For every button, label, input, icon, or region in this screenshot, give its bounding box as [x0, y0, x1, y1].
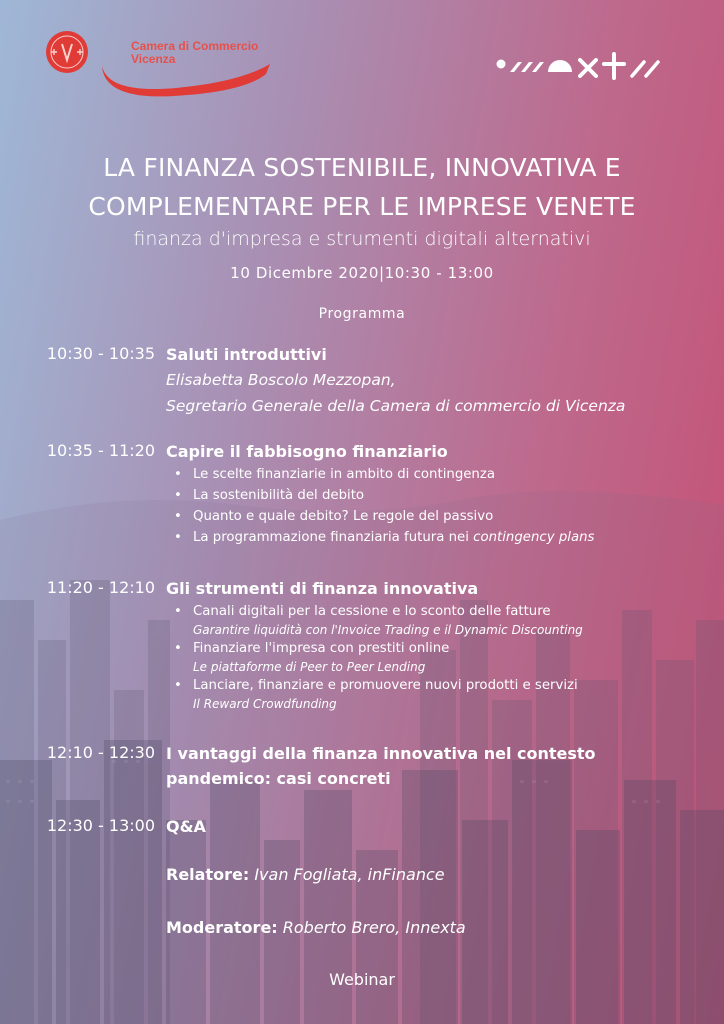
topic-text: Le scelte finanziarie in ambito di contingenza	[193, 467, 495, 482]
session-3-title: Gli strumenti di finanza innovativa	[166, 579, 479, 598]
event-format: Webinar	[329, 970, 395, 989]
list-item	[166, 464, 706, 485]
innexta-logo	[496, 50, 668, 86]
list-item	[166, 485, 706, 506]
session-2-topics	[166, 464, 706, 548]
topic-text: La sostenibilità del debito	[193, 488, 365, 503]
event-date: 10 Dicembre 2020|10:30 - 13:00	[230, 264, 494, 282]
topic-subtext: Le piattaforme di Peer to Peer Lending	[193, 660, 426, 674]
topic-text-italic: contingency plans	[473, 530, 595, 545]
topic-subtext: Il Reward Crowdfunding	[193, 697, 337, 711]
session-2	[166, 439, 706, 548]
session-4-title-line-2: pandemico: casi concreti	[166, 769, 391, 788]
moderator-label: Moderatore:	[166, 918, 278, 937]
event-title-line-2: COMPLEMENTARE PER LE IMPRESE VENETE	[88, 192, 636, 221]
session-1-speaker: Elisabetta Boscolo Mezzopan,	[166, 371, 396, 389]
program-heading: Programma	[318, 306, 406, 322]
session-5-title: Q&A	[166, 817, 206, 836]
list-item	[166, 527, 706, 548]
event-subtitle: finanza d'impresa e strumenti digitali alternativi	[133, 228, 591, 250]
speaker-label: Relatore:	[166, 865, 250, 884]
session-5-time: 12:30 - 13:00	[46, 816, 155, 835]
chamber-swoosh-icon	[102, 64, 270, 96]
session-4-title-line-1: I vantaggi della finanza innovativa nel contesto	[166, 744, 596, 763]
moderator-value: Roberto Brero, Innexta	[277, 918, 466, 937]
chamber-name-line: Camera di Commercio	[131, 39, 259, 53]
session-3-topics	[166, 601, 706, 712]
session-1-time: 10:30 - 10:35	[46, 344, 155, 363]
session-2-time: 10:35 - 11:20	[46, 441, 155, 460]
session-1-speaker-role: Segretario Generale della Camera di commercio di Vicenza	[166, 397, 626, 415]
session-1	[166, 342, 706, 419]
session-3-time: 11:20 - 12:10	[46, 578, 155, 597]
topic-text: La programmazione finanziaria futura nei	[193, 530, 474, 545]
session-4-time: 12:10 - 12:30	[46, 743, 155, 762]
topic-text: Quanto e quale debito? Le regole del passivo	[193, 509, 494, 524]
speaker-credit	[166, 864, 706, 886]
list-item	[166, 601, 706, 638]
session-3	[166, 576, 706, 712]
session-5	[166, 814, 706, 839]
speaker-value: Ivan Fogliata, inFinance	[249, 865, 445, 884]
list-item	[166, 638, 706, 675]
topic-text: Lanciare, finanziare e promuovere nuovi prodotti e servizi	[193, 678, 578, 693]
list-item	[166, 675, 706, 712]
session-1-title: Saluti introduttivi	[166, 345, 327, 364]
chamber-name	[131, 40, 258, 66]
list-item	[166, 506, 706, 527]
topic-text: Canali digitali per la cessione e lo sconto delle fatture	[193, 604, 551, 619]
session-2-title: Capire il fabbisogno finanziario	[166, 442, 448, 461]
moderator-credit	[166, 917, 706, 939]
session-4	[166, 741, 706, 791]
event-title-line-1: LA FINANZA SOSTENIBILE, INNOVATIVA E	[103, 153, 621, 182]
topic-subtext: Garantire liquidità con l'Invoice Trading e il Dynamic Discounting	[193, 623, 583, 637]
chamber-city-line: Vicenza	[131, 52, 176, 66]
event-title	[40, 148, 684, 226]
topic-text: Finanziare l'impresa con prestiti online	[193, 641, 450, 656]
